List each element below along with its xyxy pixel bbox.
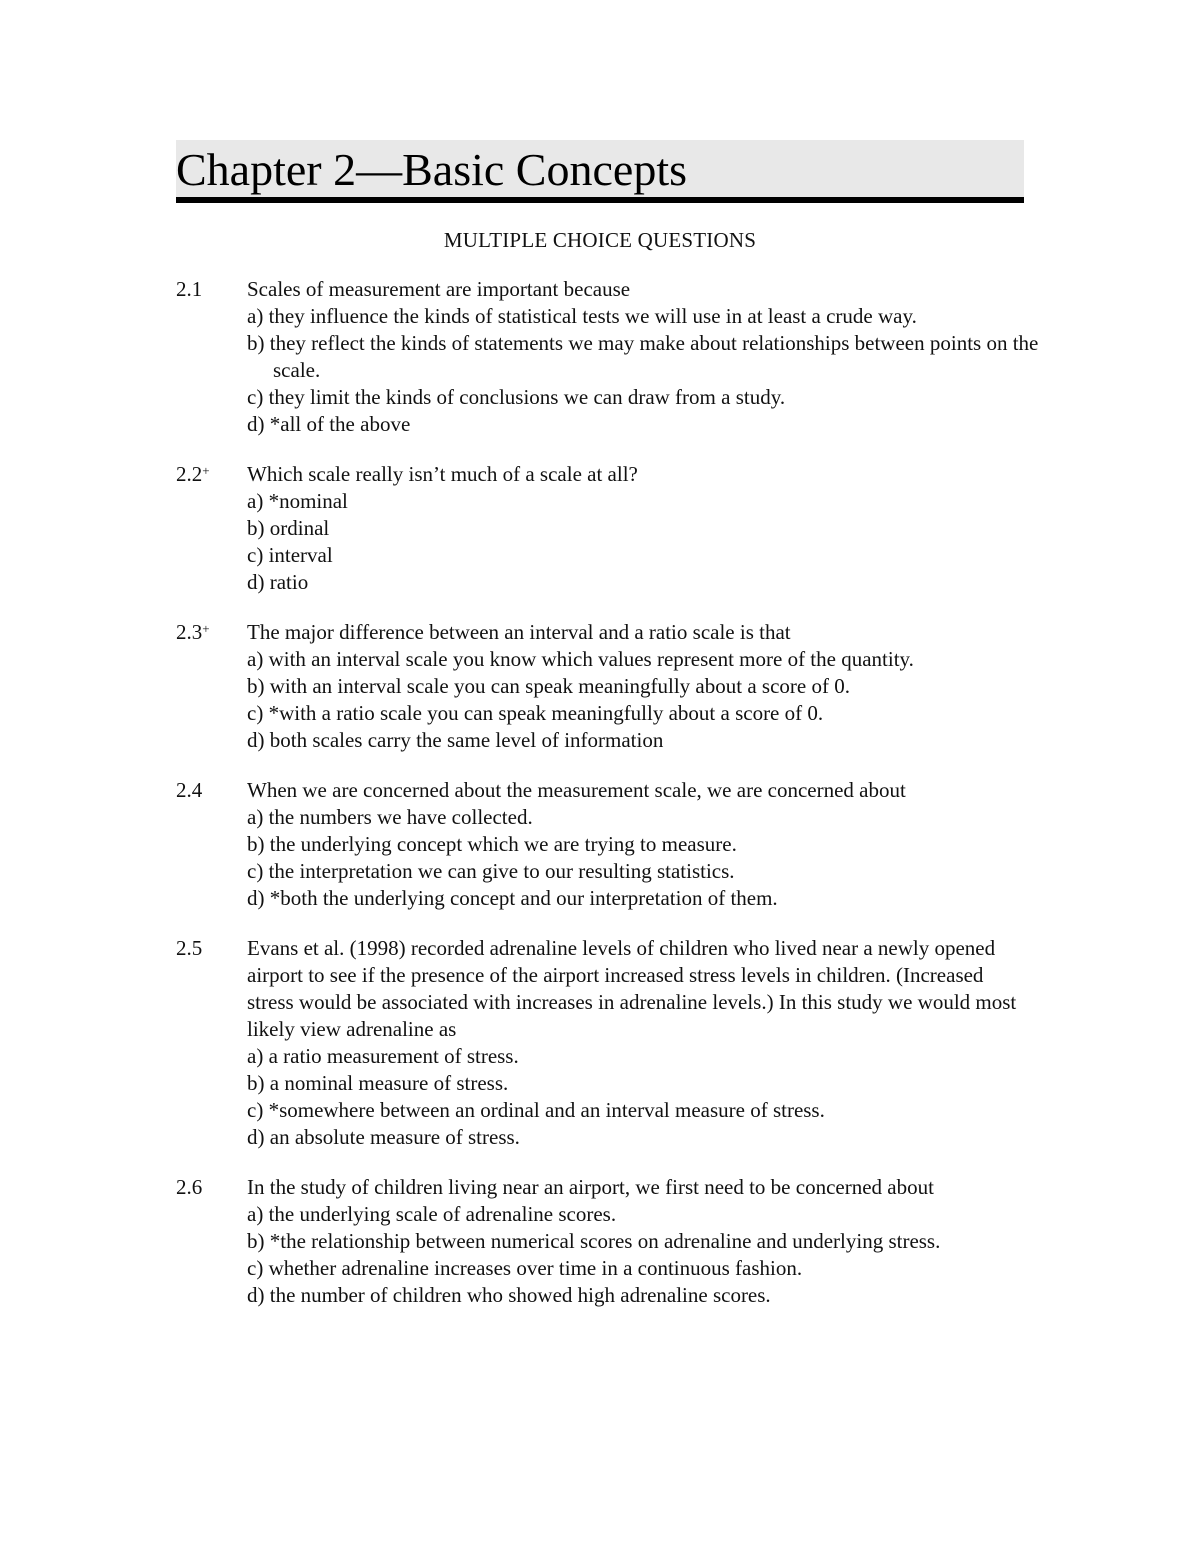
question-stem: When we are concerned about the measurement scale, we are concerned about [247, 778, 906, 802]
option-b: b) a nominal measure of stress. [247, 1071, 509, 1095]
question-number-text: 2.5 [176, 936, 203, 960]
question-number [176, 1174, 246, 1201]
option-c: c) they limit the kinds of conclusions we can draw from a study. [247, 385, 786, 409]
option-b: b) the underlying concept which we are trying to measure. [247, 832, 737, 856]
section-heading: MULTIPLE CHOICE QUESTIONS [443, 228, 757, 252]
question-2-2 [176, 461, 1036, 596]
question-number-text: 2.4 [176, 778, 203, 802]
question-marker: + [202, 463, 210, 478]
chapter-title: Chapter 2—Basic Concepts [176, 144, 688, 195]
question-number [176, 276, 246, 303]
question-number-text: 2.6 [176, 1175, 203, 1199]
question-2-3 [176, 619, 1036, 754]
option-d: d) *both the underlying concept and our interpretation of them. [247, 886, 778, 910]
option-c: c) the interpretation we can give to our resulting statistics. [247, 859, 735, 883]
option-a: a) the underlying scale of adrenaline scores. [247, 1202, 617, 1226]
option-a: a) *nominal [247, 489, 348, 513]
question-stem: Scales of measurement are important because [247, 277, 631, 301]
question-number-text: 2.2 [176, 462, 203, 486]
option-b: b) they reflect the kinds of statements we may make about relationships between points on the scale. [247, 331, 1039, 382]
chapter-header [176, 140, 1024, 198]
option-c: c) *with a ratio scale you can speak meaningfully about a score of 0. [247, 701, 824, 725]
question-number [176, 777, 246, 804]
option-a: a) with an interval scale you know which values represent more of the quantity. [247, 647, 914, 671]
option-d: d) the number of children who showed high adrenaline scores. [247, 1283, 771, 1307]
question-2-1 [176, 276, 1039, 438]
option-b: b) *the relationship between numerical scores on adrenaline and underlying stress. [247, 1229, 941, 1253]
option-d: d) both scales carry the same level of information [247, 728, 664, 752]
question-marker: + [202, 621, 210, 636]
option-d: d) *all of the above [247, 412, 411, 436]
chapter-rule [176, 197, 1024, 203]
option-d: d) ratio [247, 570, 309, 594]
option-a: a) the numbers we have collected. [247, 805, 533, 829]
option-a: a) they influence the kinds of statistical tests we will use in at least a crude way. [247, 304, 917, 328]
option-c: c) whether adrenaline increases over time in a continuous fashion. [247, 1256, 803, 1280]
question-number [176, 619, 246, 646]
question-stem: In the study of children living near an airport, we first need to be concerned about [247, 1175, 934, 1199]
option-c: c) interval [247, 543, 333, 567]
question-list [176, 276, 1039, 1332]
question-number-text: 2.3 [176, 620, 203, 644]
question-number [176, 461, 246, 488]
question-stem: Evans et al. (1998) recorded adrenaline levels of children who lived near a newly opened airport to see if the presence of the airport increased stress levels in children. (Increased stress would be associated with increases in adrenaline levels.) In this study we would most likely view adrenaline as [247, 936, 1017, 1041]
question-stem: Which scale really isn’t much of a scale at all? [247, 462, 638, 486]
question-number-text: 2.1 [176, 277, 203, 301]
option-b: b) with an interval scale you can speak meaningfully about a score of 0. [247, 674, 850, 698]
option-a: a) a ratio measurement of stress. [247, 1044, 519, 1068]
question-2-5 [176, 935, 1036, 1151]
question-2-6 [176, 1174, 1036, 1309]
option-b: b) ordinal [247, 516, 330, 540]
option-c: c) *somewhere between an ordinal and an interval measure of stress. [247, 1098, 825, 1122]
question-number [176, 935, 246, 962]
question-stem: The major difference between an interval and a ratio scale is that [247, 620, 791, 644]
question-2-4 [176, 777, 1036, 912]
option-d: d) an absolute measure of stress. [247, 1125, 520, 1149]
